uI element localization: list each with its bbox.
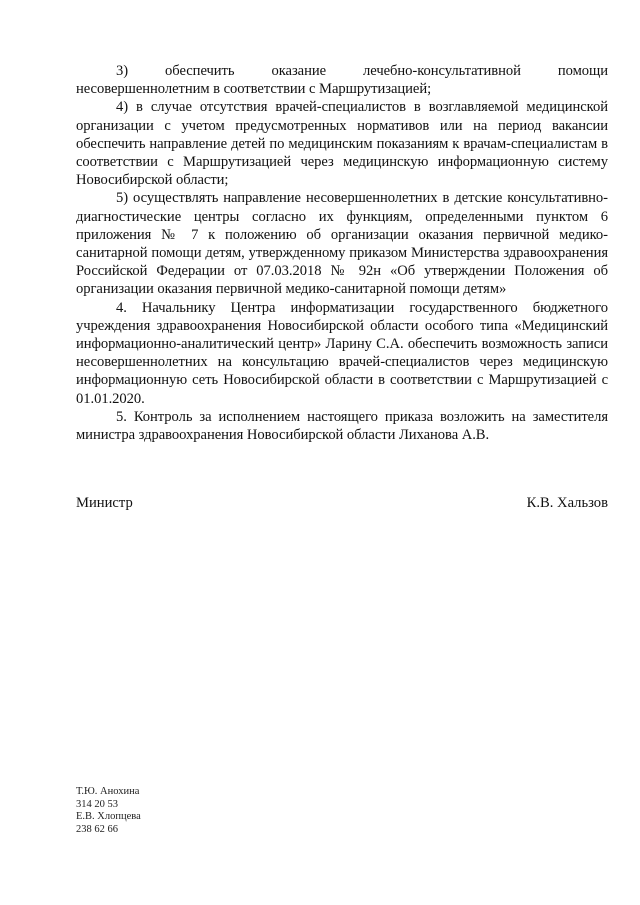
contact-name-2: Е.В. Хлопцева xyxy=(76,811,141,823)
contact-name-1: Т.Ю. Анохина xyxy=(76,786,140,797)
document-body xyxy=(76,62,608,444)
paragraph-point-4: 4. Начальнику Центра информатизации государственного бюджетного учреждения здравоохранения Новосибирской области особого типа «Медицинский информационно-аналитический центр» Ларину С.А. обеспечить возможность записи несовершеннолетних на консультацию врачей-специалистов через медицинскую информационную сеть Новосибирской области в соответствии с Маршрутизацией с 01.01.2020. xyxy=(76,299,608,407)
paragraph-point-5: 5. Контроль за исполнением настоящего приказа возложить на заместителя министра здравоохранения Новосибирской области Лиханова А.В. xyxy=(76,408,608,444)
paragraph-item-3: 3) обеспечить оказание лечебно-консультативной помощи несовершеннолетним в соответствии с Маршрутизацией; xyxy=(76,63,608,98)
paragraph-item-5: 5) осуществлять направление несовершеннолетних в детские консультативно-диагностические центры согласно их функциям, определенными пунктом 6 приложения № 7 к положению об организации оказания первичной медико-санитарной помощи детям, утвержденному приказом Министерства здравоохранения Российской Федерации от 07.03.2018 № 92н «Об утверждении Положения об организации оказания первичной медико-санитарной помощи детям» xyxy=(76,190,608,298)
contact-phone-1: 314 20 53 xyxy=(76,798,118,810)
signature-position: Министр xyxy=(76,495,133,511)
contact-phone-2: 238 62 66 xyxy=(76,823,118,835)
paragraph-item-4: 4) в случае отсутствия врачей-специалистов в возглавляемой медицинской организации с учетом предусмотренных нормативов или на период вакансии обеспечить направление детей по медицинским показаниям к врачам-специалистам в соответствии с Маршрутизацией через медицинскую информационную систему Новосибирской области; xyxy=(76,99,608,189)
signature-block xyxy=(76,494,608,512)
signature-name: К.В. Хальзов xyxy=(526,495,608,511)
contacts-block xyxy=(76,786,141,836)
